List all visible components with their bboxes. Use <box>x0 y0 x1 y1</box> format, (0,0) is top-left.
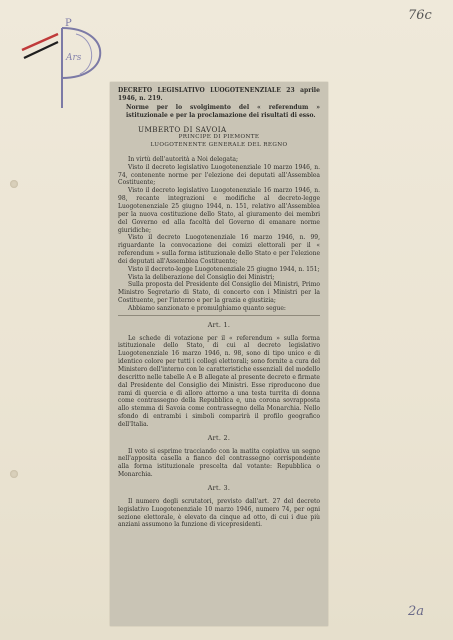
article-1 <box>118 322 320 429</box>
archive-stamp-logo-icon <box>18 16 118 111</box>
article-text: Il numero degli scrutatori, previsto dall'art. 27 del decreto legislativo Luogotenenziale 10 marzo 1946, numero 74, per ogni sezione elettorale, è elevato da cinque ad otto, di cui i due più anziani assumono la funzione di vicepresidenti. <box>118 497 320 529</box>
decree-title: DECRETO LEGISLATIVO LUOGOTENENZIALE 23 aprile 1946, n. 219. <box>118 87 320 102</box>
preamble-paragraph: Visto il decreto Luogotenenziale 16 marzo 1946, n. 99, riguardante la convocazione dei comizi elettorali per il « referendum » sulla forma istituzionale dello Stato e per l'elezione dei deputati all'Assemblea Costituente; <box>118 234 320 265</box>
preamble-paragraph: Sulla proposta del Presidente del Consiglio dei Ministri, Primo Ministro Segretario di Stato, di concerto con i Ministri per la Costituente, per l'interno e per la grazia e giustizia; <box>118 281 320 305</box>
preamble-paragraph: Visto il decreto legislativo Luogotenenziale 16 marzo 1946, n. 98, recante integrazioni e modifiche al decreto-legge Luogotenenziale 25 giugno 1944, n. 151, relativo all'Assemblea per la nuova costituzione dello Stato, al giuramento dei membri del Governo ed alla facoltà del Governo di emanare norme giuridiche; <box>118 187 320 234</box>
logo-letter: P <box>65 18 72 29</box>
logo-word: Ars <box>66 53 82 63</box>
preamble-paragraph: Visto il decreto legislativo Luogotenenziale 10 marzo 1946, n. 74, contenente norme per l'elezione dei deputati all'Assemblea Costituente; <box>118 163 320 187</box>
newspaper-clipping <box>110 82 328 626</box>
preamble-paragraph: In virtù dell'autorità a Noi delegata; <box>128 155 238 163</box>
article-heading: Art. 3. <box>207 483 231 492</box>
article-3 <box>118 485 320 529</box>
preamble-paragraph: Vista la deliberazione del Consiglio dei Ministri; <box>128 273 275 281</box>
divider <box>118 315 320 316</box>
binder-hole <box>10 180 18 188</box>
binder-hole <box>10 470 18 478</box>
article-text: Le schede di votazione per il « referendum » sulla forma istituzionale dello Stato, di cui al decreto legislativo Luogotenenziale 16 marzo 1946, n. 98, sono di tipo unico e di identico colore per tutti i collegi elettorali; sono fornite a cura del Ministero dell'interno con le caratteristiche essenziali del modello descritto nelle tabelle A e B allegate al presente decreto e firmate dal Presidente del Consiglio dei Ministri. Esse riproducono due rami di quercia e di alloro attorno a una testa turrita di donna come contrassegno della Repubblica e, una corona sovrapposta allo stemma di Savoia come contrassegno della Monarchia. Nello sfondo di entrambi i simboli comparirà il profilo geografico dell'Italia. <box>118 334 320 428</box>
preamble-paragraph: Abbiamo sanzionato e promulghiamo quanto segue: <box>128 304 286 312</box>
article-heading: Art. 1. <box>207 320 231 329</box>
article-2 <box>118 435 320 479</box>
king-name: UMBERTO DI SAVOIA <box>138 125 227 135</box>
article-text: Il voto si esprime tracciando con la matita copiativa un segno nell'apposita casella a fianco del contrassegno corrispondente alla forma istituzionale prescelta dal votante: Repubblica o Monarchia. <box>118 447 320 479</box>
preamble-paragraph: Visto il decreto-legge Luogotenenziale 25 giugno 1944, n. 151; <box>128 265 320 273</box>
handwritten-archive-number: 76c <box>408 8 432 23</box>
king-title-2: LUOGOTENENTE GENERALE DEL REGNO <box>150 142 288 149</box>
article-heading: Art. 2. <box>207 433 231 442</box>
handwritten-page-number: 2a <box>408 604 425 619</box>
decree-subtitle: Norme per lo svolgimento del « referendum » istituzionale e per la proclamazione dei risultati di esso. <box>126 103 320 119</box>
king-title-1: PRINCIPE DI PIEMONTE <box>178 134 260 141</box>
preamble <box>118 156 320 313</box>
